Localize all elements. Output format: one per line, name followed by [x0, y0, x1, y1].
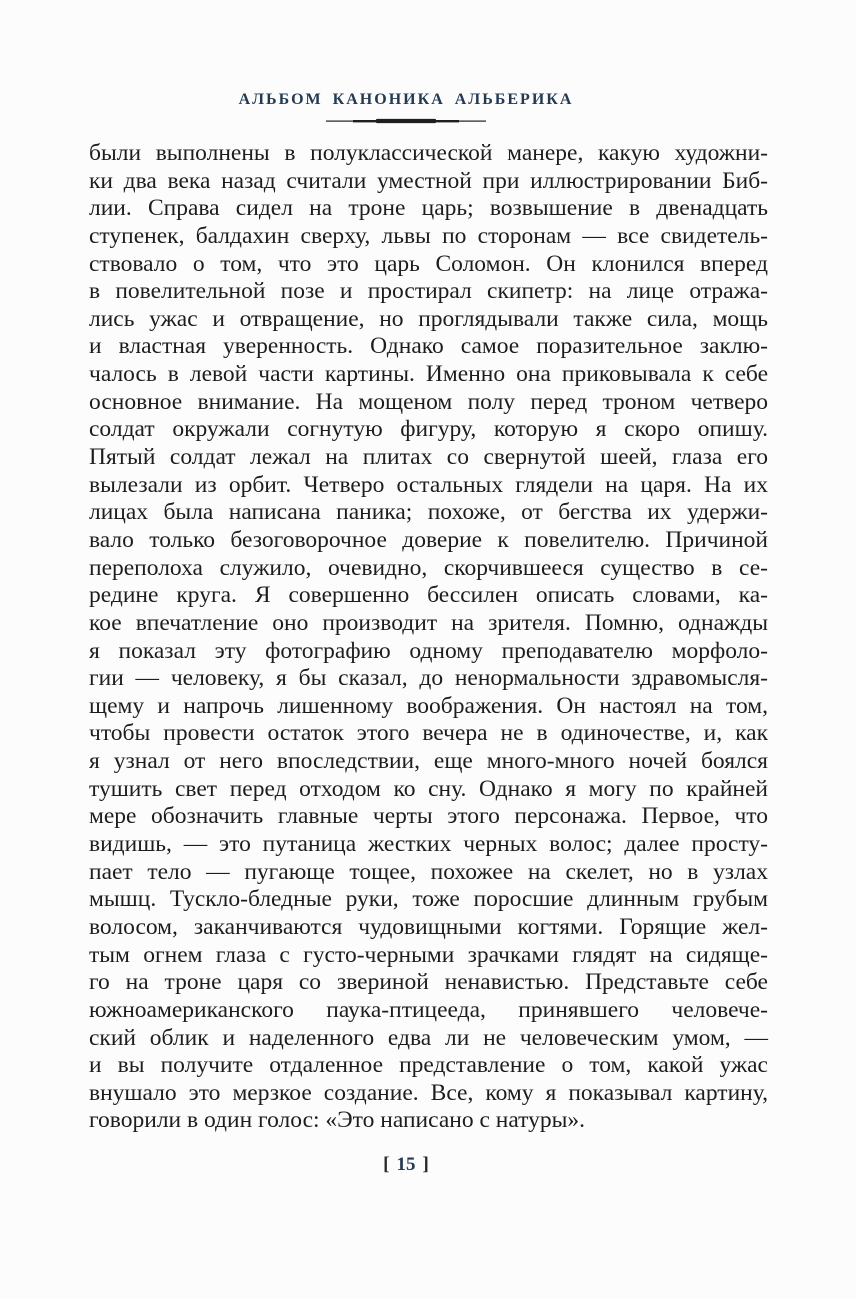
text-line: пает тело — пугающе тощее, похожее на скелет, но в узлах [89, 858, 768, 885]
text-line: мышц. Тускло-бледные руки, тоже поросшие длинным грубым [89, 886, 768, 913]
text-line: внушало это мерзкое создание. Все, кому я показывал картину, [89, 1079, 768, 1106]
text-line: щему и напрочь лишенному воображения. Он настоял на том, [89, 692, 768, 719]
text-line: я показал эту фотографию одному преподавателю морфоло- [89, 637, 768, 664]
text-line: солдат окружали согнутую фигуру, которую я скоро опишу. [89, 416, 768, 443]
text-line: лии. Справа сидел на троне царь; возвышение в двенадцать [89, 195, 768, 222]
swelled-rule-icon [326, 118, 486, 124]
text-line: го на троне царя со звериной ненавистью. Представьте себе [89, 969, 768, 996]
text-line: южноамериканского паука-птицееда, принявшего человече- [89, 996, 768, 1023]
text-line: Пятый солдат лежал на плитах со свернутой шеей, глаза его [89, 444, 768, 471]
text-line: основное внимание. На мощеном полу перед троном четверо [89, 388, 768, 415]
text-line: чтобы провести остаток этого вечера не в одиночестве, и, как [89, 720, 768, 747]
text-line: были выполнены в полуклассической манере, какую художни- [89, 140, 768, 166]
folio-number: 15 [396, 1154, 416, 1175]
text-line: тым огнем глаза с густо-черными зрачками глядят на сидяще- [89, 941, 768, 968]
text-line: и властная уверенность. Однако самое поразительное заклю- [89, 333, 768, 360]
text-line: лись ужас и отвращение, но проглядывали также сила, мощь [89, 305, 768, 332]
folio-close-bracket: ] [422, 1154, 429, 1175]
text-line: ский облик и наделенного едва ли не человеческим умом, — [89, 1024, 768, 1051]
text-line: вылезали из орбит. Четверо остальных глядели на царя. На их [89, 471, 768, 498]
body-text [89, 140, 768, 1135]
text-line: говорили в один голос: «Это написано с натуры». [89, 1107, 586, 1134]
text-line: мере обозначить главные черты этого персонажа. Первое, что [89, 803, 768, 830]
text-line: волосом, заканчиваются чудовищными когтями. Горящие жел- [89, 913, 768, 940]
text-line: ступенек, балдахин сверху, львы по сторонам — все свидетель- [89, 222, 768, 249]
text-line: ки два века назад считали уместной при иллюстрировании Биб- [89, 167, 768, 194]
running-head-title: АЛЬБОМ КАНОНИКА АЛЬБЕРИКА [238, 91, 574, 108]
text-line: вало только безоговорочное доверие к повелителю. Причиной [89, 526, 768, 553]
text-line: лицах была написана паника; похоже, от бегства их удержи- [89, 499, 768, 526]
text-line: гии — человеку, я бы сказал, до ненормальности здравомысля- [89, 665, 768, 692]
page-number [383, 1154, 429, 1176]
text-line: ствовало о том, что это царь Соломон. Он клонился вперед [89, 250, 768, 277]
folio-open-bracket: [ [383, 1154, 390, 1175]
text-line: редине круга. Я совершенно бессилен описать словами, ка- [89, 582, 768, 609]
text-line: в повелительной позе и простирал скипетр: на лице отража- [89, 278, 768, 305]
text-line: и вы получите отдаленное представление о том, какой ужас [89, 1052, 768, 1079]
text-line: переполоха служило, очевидно, скорчившееся существо в се- [89, 554, 768, 581]
text-line: видишь, — это путаница жестких черных волос; далее просту- [89, 831, 768, 858]
text-line: чалось в левой части картины. Именно она приковывала к себе [89, 361, 768, 388]
text-line: тушить свет перед отходом ко сну. Однако я могу по крайней [89, 775, 768, 802]
text-line: я узнал от него впоследствии, еще много-много ночей боялся [89, 748, 768, 775]
swelled-rule-divider [326, 118, 486, 124]
text-line: кое впечатление оно производит на зрителя. Помню, однажды [89, 609, 768, 636]
